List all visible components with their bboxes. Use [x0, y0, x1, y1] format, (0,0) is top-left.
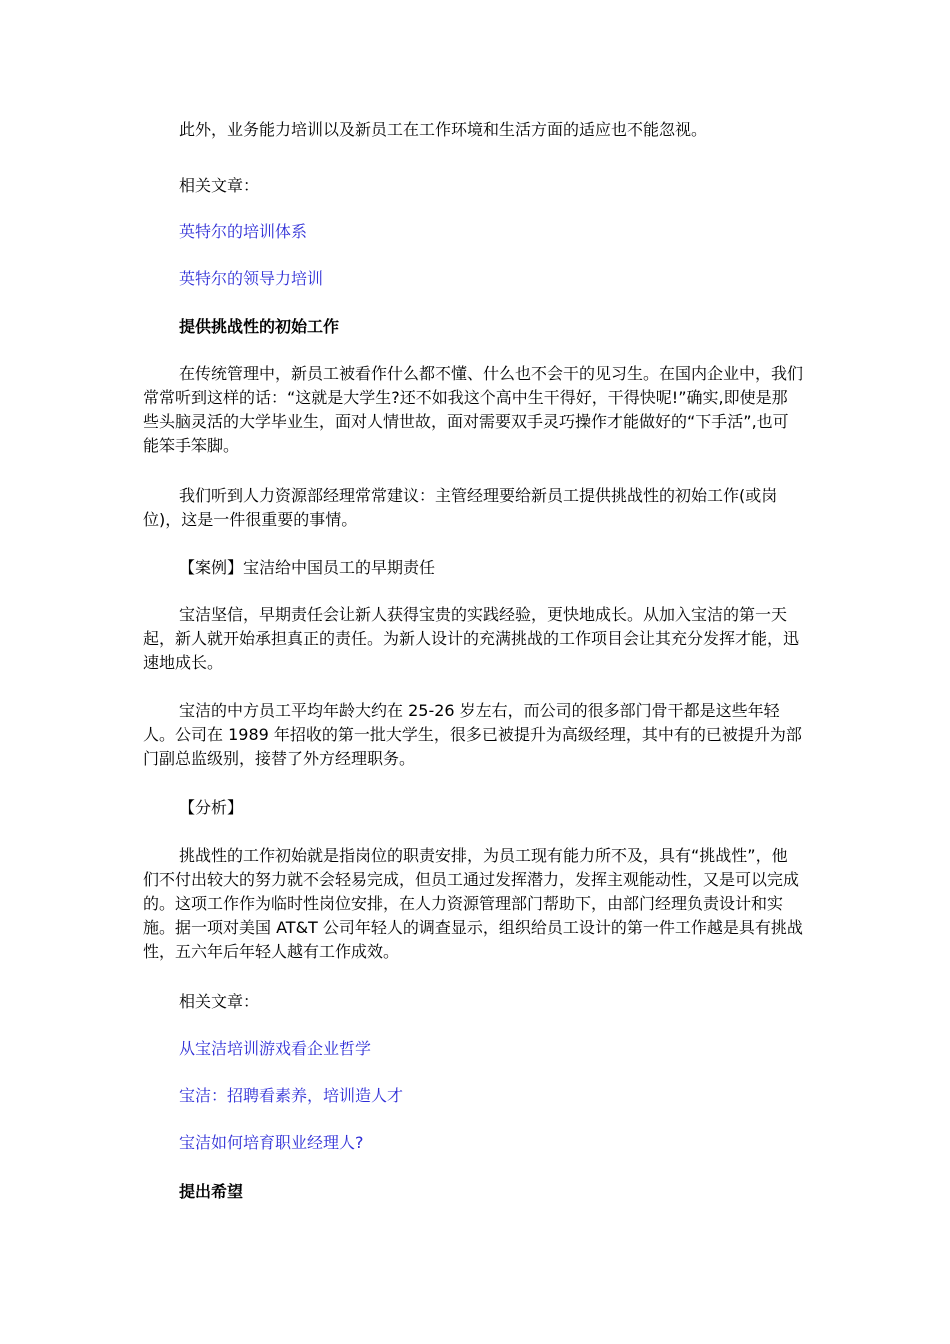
section-heading-expectations: 提出希望 — [179, 1182, 244, 1201]
link-pg-recruitment[interactable]: 宝洁：招聘看素养，培训造人才 — [179, 1086, 404, 1105]
link-pg-training-games[interactable]: 从宝洁培训游戏看企业哲学 — [179, 1039, 372, 1058]
case-title: 【案例】宝洁给中国员工的早期责任 — [179, 558, 436, 577]
paragraph-analysis: 挑战性的工作初始就是指岗位的职责安排，为员工现有能力所不及，具有“挑战性”，他们不付出较大的努力就不会轻易完成，但员工通过发挥潜力，发挥主观能动性，又是可以完成的。这项工作作为临时性岗位安排，在人力资源管理部门帮助下，由部门经理负责设计和实施。据一项对美国 AT&T 公司年轻人的调查显示，组织给员工设计的第一件工作越是具有挑战性，五六年后年轻人越有工作成效。 — [143, 846, 803, 961]
link-intel-leadership-training[interactable]: 英特尔的领导力培训 — [179, 269, 324, 288]
section-heading-challenging-work: 提供挑战性的初始工作 — [179, 317, 340, 336]
link-intel-training-system[interactable]: 英特尔的培训体系 — [179, 222, 308, 241]
related-articles-label: 相关文章： — [179, 176, 260, 195]
paragraph-traditional-management: 在传统管理中，新员工被看作什么都不懂、什么也不会干的见习生。在国内企业中，我们常常听到这样的话：“这就是大学生?还不如我这个高中生干得好，干得快呢!”确实,即使是那些头脑灵活的大学毕业生，面对人情世故，面对需要双手灵巧操作才能做好的“下手活”,也可能笨手笨脚。 — [143, 364, 804, 455]
paragraph-pg-employee-age: 宝洁的中方员工平均年龄大约在 25-26 岁左右，而公司的很多部门骨干都是这些年轻人。公司在 1989 年招收的第一批大学生，很多已被提升为高级经理，其中有的已被提升为部门副总监级别，接替了外方经理职务。 — [143, 701, 802, 768]
paragraph-pg-early-responsibility: 宝洁坚信，早期责任会让新人获得宝贵的实践经验，更快地成长。从加入宝洁的第一天起，新人就开始承担真正的责任。为新人设计的充满挑战的工作项目会让其充分发挥才能，迅速地成长。 — [143, 605, 800, 672]
analysis-title: 【分析】 — [179, 798, 244, 817]
paragraph-hr-advice: 我们听到人力资源部经理常常建议：主管经理要给新员工提供挑战性的初始工作(或岗位)，这是一件很重要的事情。 — [143, 486, 778, 529]
link-pg-managers[interactable]: 宝洁如何培育职业经理人? — [179, 1133, 364, 1152]
paragraph-adaptation: 此外，业务能力培训以及新员工在工作环境和生活方面的适应也不能忽视。 — [179, 120, 708, 139]
related-articles-label-2: 相关文章： — [179, 992, 260, 1011]
